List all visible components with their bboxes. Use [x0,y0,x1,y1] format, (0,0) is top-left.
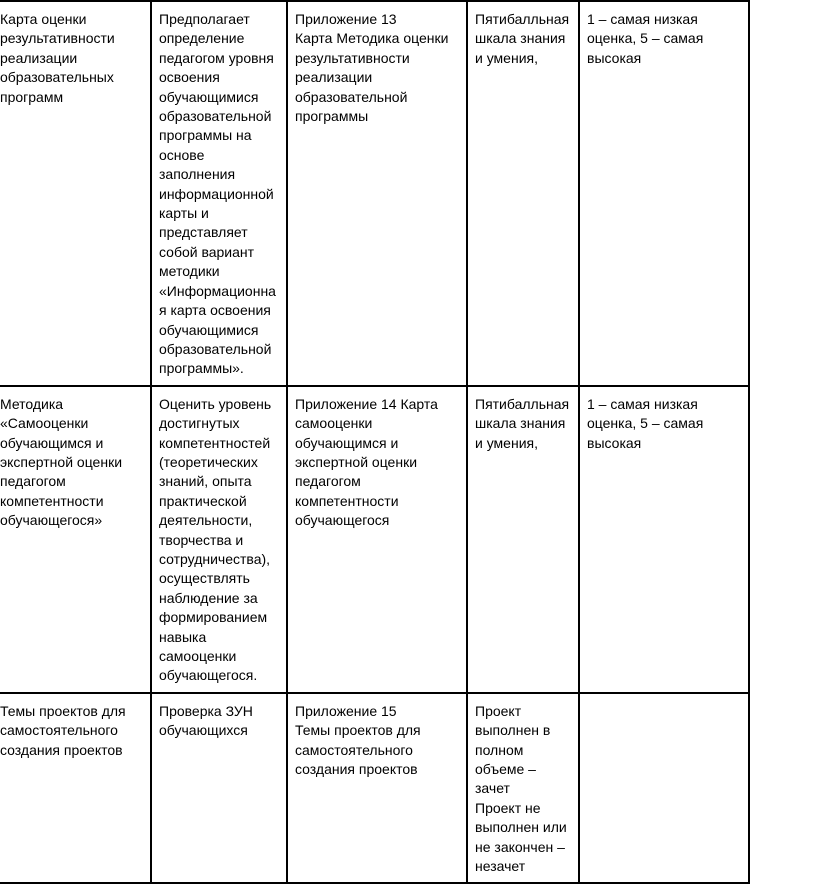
appendix-cell: Приложение 13 Карта Методика оценки результативности реализации образовательной программы [287,1,467,386]
table-row [0,386,749,693]
table-row [0,693,749,884]
appendix-cell: Приложение 14 Карта самооценки обучающимся и экспертной оценки педагогом компетентности обучающегося [287,386,467,693]
criteria-cell: 1 – самая низкая оценка, 5 – самая высокая [579,1,749,386]
scale-cell: Проект выполнен в полном объеме – зачет Проект не выполнен или не закончен – незачет [467,693,579,884]
table-row [0,1,749,386]
method-purpose-cell: Оценить уровень достигнутых компетентностей (теоретических знаний, опыта практической деятельности, творчества и сотрудничества), осуществлять наблюдение за формированием навыка самооценки обучающегося. [151,386,287,693]
scale-cell: Пятибалльная шкала знания и умения, [467,1,579,386]
method-name-cell: Методика «Самооценки обучающимся и экспертной оценки педагогом компетентности обучающегося» [0,386,151,693]
method-purpose-cell: Предполагает определение педагогом уровня освоения обучающимися образовательной программы на основе заполнения информационной карты и представляет собой вариант методики «Информационна я карта освоения обучающимися образовательной программы». [151,1,287,386]
criteria-cell [579,693,749,884]
method-name-cell: Карта оценки результативности реализации образовательных программ [0,1,151,386]
method-purpose-cell: Проверка ЗУН обучающихся [151,693,287,884]
criteria-cell: 1 – самая низкая оценка, 5 – самая высокая [579,386,749,693]
method-name-cell: Темы проектов для самостоятельного создания проектов [0,693,151,884]
appendix-cell: Приложение 15 Темы проектов для самостоятельного создания проектов [287,693,467,884]
scale-cell: Пятибалльная шкала знания и умения, [467,386,579,693]
